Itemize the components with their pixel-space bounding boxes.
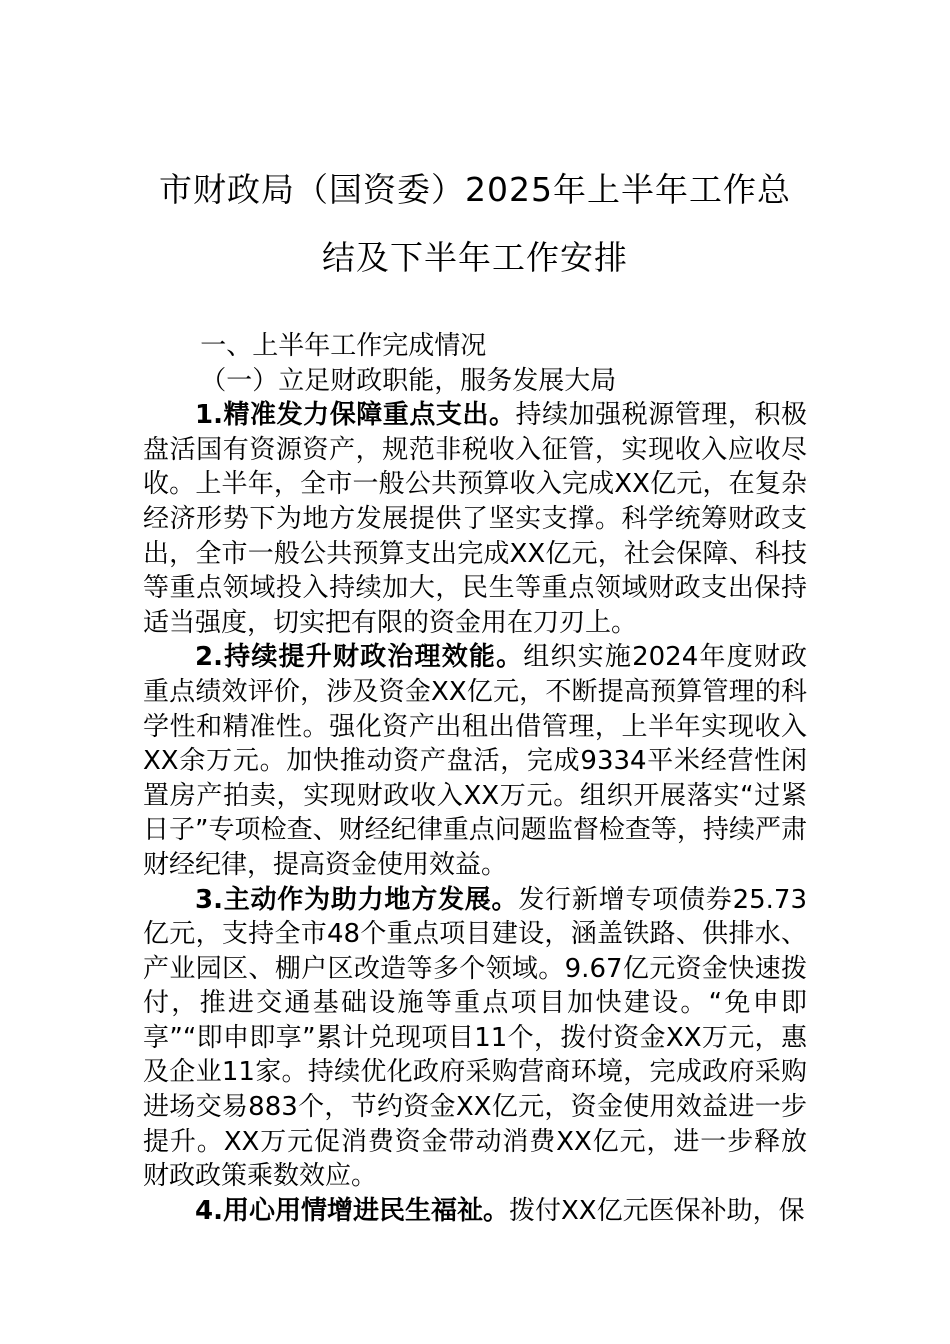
subsection-heading: （一）立足财政职能，服务发展大局 <box>200 365 617 396</box>
paragraph-4 <box>143 1194 807 1229</box>
paragraph-4-text: 拨付XX亿元医保补助，保 <box>508 1195 805 1226</box>
paragraph-3-text: 发行新增专项债券25.73亿元，支持全市48个重点项目建设，涵盖铁路、供排水、产业园区、棚户区改造等多个领域。9.67亿元资金快速拨付，推进交通基础设施等重点项目加快建设。“免申即享”“即申即享”累计兑现项目11个，拨付资金XX万元，惠及企业11家。持续优化政府采购营商环境，完成政府采购进场交易883个，节约资金XX亿元，资金使用效益进一步提升。XX万元促消费资金带动消费XX亿元，进一步释放财政政策乘数效应。 <box>143 884 807 1192</box>
paragraph-2-lead: 2.持续提升财政治理效能。 <box>195 642 524 673</box>
paragraph-4-lead: 4.用心用情增进民生福祉。 <box>195 1195 509 1226</box>
paragraph-2-text: 组织实施2024年度财政重点绩效评价，涉及资金XX亿元，不断提高预算管理的科学性和精准性。强化资产出租出借管理，上半年实现收入XX余万元。加快推动资产盘活，完成9334平米经营性闲置房产拍卖，实现财政收入XX万元。组织开展落实“过紧日子”专项检查、财经纪律重点问题监督检查等，持续严肃财经纪律，提高资金使用效益。 <box>143 642 808 880</box>
paragraph-1-text: 持续加强税源管理，积极盘活国有资源资产，规范非税收入征管，实现收入应收尽收。上半年，全市一般公共预算收入完成XX亿元，在复杂经济形势下为地方发展提供了坚实支撑。科学统筹财政支出，全市一般公共预算支出完成XX亿元，社会保障、科技等重点领域投入持续加大，民生等重点领域财政支出保持适当强度，切实把有限的资金用在刀刃上。 <box>143 400 807 638</box>
document-title-line-1: 市财政局（国资委）2025年上半年工作总 <box>159 170 791 209</box>
paragraph-3-lead: 3.主动作为助力地方发展。 <box>195 884 519 915</box>
document-body <box>143 329 807 1228</box>
paragraph-3 <box>143 883 807 1194</box>
document-title-line-2: 结及下半年工作安排 <box>322 238 628 277</box>
paragraph-2 <box>143 640 807 882</box>
paragraph-1 <box>143 398 807 640</box>
paragraph-1-lead: 1.精准发力保障重点支出。 <box>195 400 516 431</box>
section-heading: 一、上半年工作完成情况 <box>200 331 487 361</box>
